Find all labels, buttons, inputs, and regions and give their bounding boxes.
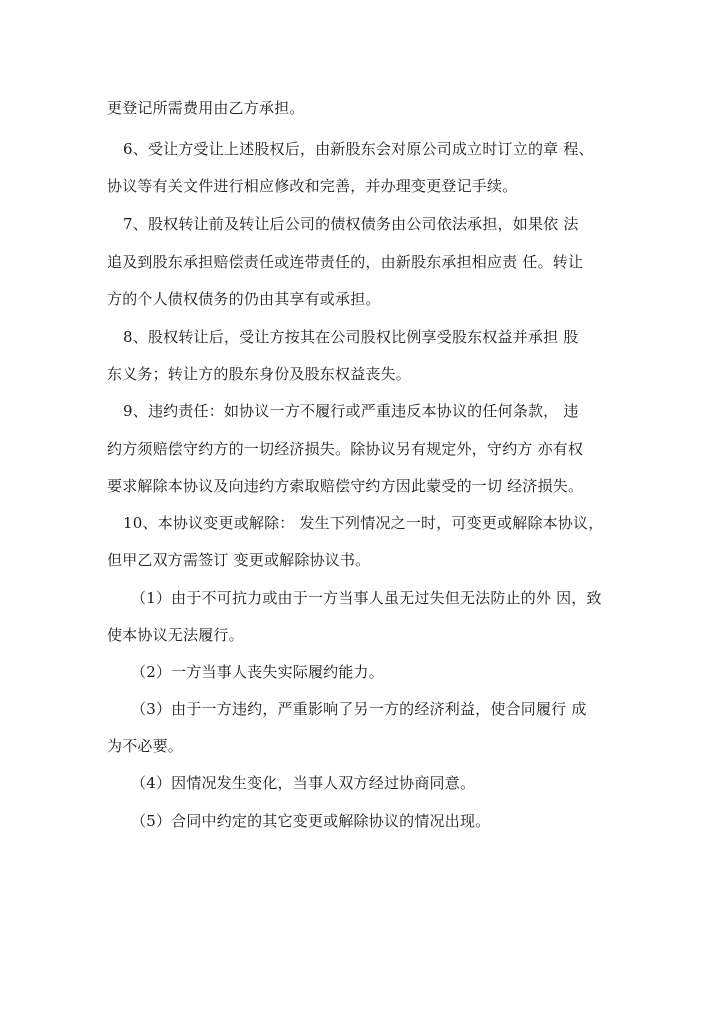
text-line: （3）由于一方违约，严重影响了另一方的经济利益，使合同履行 成: [131, 700, 587, 718]
text-line: 使本协议无法履行。: [107, 626, 244, 644]
text-line: 追及到股东承担赔偿责任或连带责任的，由新股东承担相应责 任。转让: [107, 253, 584, 271]
text-line: （2）一方当事人丧失实际履约能力。: [131, 663, 384, 681]
text-line: 为不必要。: [107, 737, 184, 755]
text-line: 协议等有关文件进行相应修改和完善，并办理变更登记手续。: [107, 177, 518, 195]
text-line: （4）因情况发生变化，当事人双方经过协商同意。: [131, 774, 476, 792]
text-line: （1）由于不可抗力或由于一方当事人虽无过失但无法防止的外 因，致: [131, 589, 602, 607]
text-line: 7、股权转让前及转让后公司的债权债务由公司依法承担，如果依 法: [123, 215, 579, 233]
text-line: 要求解除本协议及向违约方索取赔偿守约方因此蒙受的一切 经济损失。: [107, 477, 584, 495]
text-line: 10、本协议变更或解除： 发生下列情况之一时，可变更或解除本协议，: [123, 514, 604, 532]
text-line: 约方须赔偿守约方的一切经济损失。除协议另有规定外，守约方 亦有权: [107, 440, 584, 458]
text-line: 东义务；转让方的股东身份及股东权益丧失。: [107, 365, 412, 383]
text-line: 6、受让方受让上述股权后，由新股东会对原公司成立时订立的章 程、: [123, 140, 594, 158]
text-line: 更登记所需费用由乙方承担。: [107, 99, 305, 117]
text-line: 9、违约责任：如协议一方不履行或严重违反本协议的任何条款， 违: [123, 402, 579, 420]
text-line: 但甲乙双方需签订 变更或解除协议书。: [107, 551, 371, 569]
text-line: 8、股权转让后，受让方按其在公司股权比例享受股东权益并承担 股: [123, 328, 579, 346]
text-line: 方的个人债权债务的仍由其享有或承担。: [107, 290, 381, 308]
text-line: （5）合同中约定的其它变更或解除协议的情况出现。: [131, 812, 491, 830]
